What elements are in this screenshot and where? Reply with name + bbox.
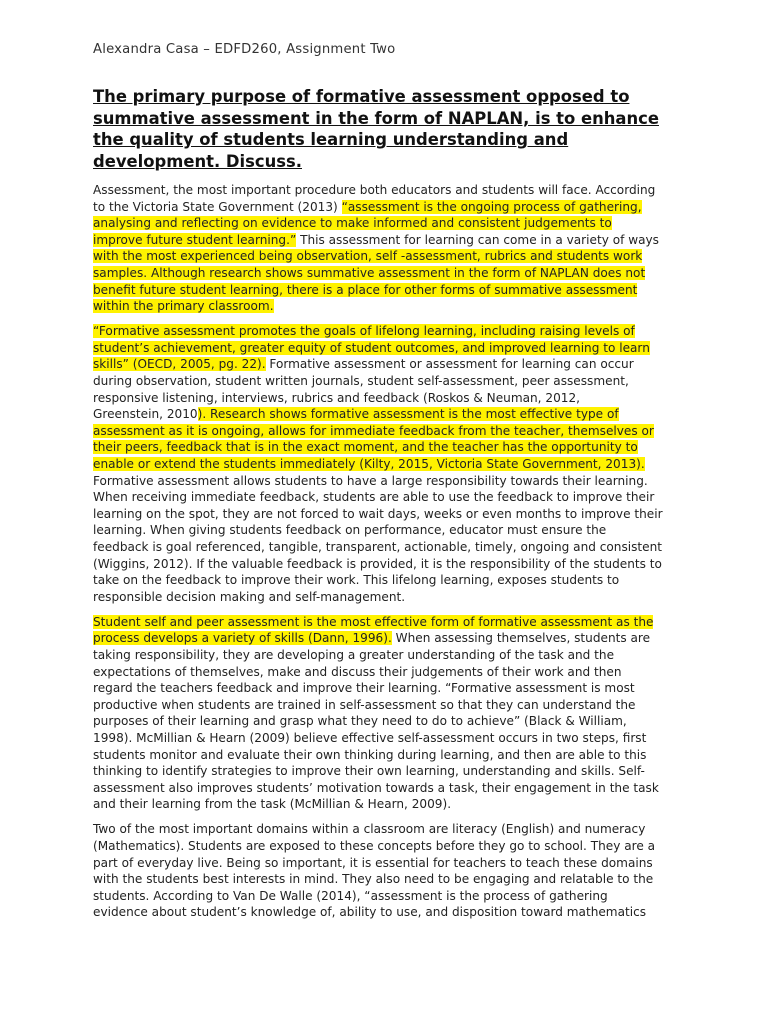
text-line [93,215,693,232]
highlighted-text: process develops a variety of skills (Dann, 1996). [93,631,392,646]
text-line [93,697,693,714]
text-line [93,390,693,407]
paragraph [93,323,693,605]
text-line [93,265,693,282]
highlighted-text: ). Research shows formative assessment is the most effective type of [197,407,619,422]
highlighted-text: assessment as it is ongoing, allows for immediate feedback from the teacher, themselves or [93,423,654,438]
text-line [93,522,693,539]
highlighted-text: “Formative assessment promotes the goals of lifelong learning, including raising levels of [93,324,635,339]
title-line: The primary purpose of formative assessment opposed to [93,87,630,106]
text-run: take on the feedback to improve their work. This lifelong learning, exposes students to [93,573,620,588]
text-run: feedback is goal referenced, tangible, transparent, actionable, timely, ongoing and consistent [93,539,663,554]
text-line [93,821,693,838]
text-line [93,647,693,664]
text-run: Greenstein, 2010 [93,407,198,422]
text-line [93,232,693,249]
text-line [93,248,693,265]
text-run: with the students best interests in mind. They also need to be engaging and relatable to the [93,872,654,887]
text-run: taking responsibility, they are developing a greater understanding of the task and the [93,648,615,663]
text-line [93,199,693,216]
highlighted-text: student’s achievement, greater equity of student outcomes, and improved learning to learn [93,340,650,355]
text-run: and their learning from the task (McMillian & Hearn, 2009). [93,797,452,812]
text-run: evidence about student’s knowledge of, ability to use, and disposition toward mathematics [93,905,647,920]
highlighted-text: their peers, feedback that is in the exact moment, and the teacher has the opportunity to [93,440,638,455]
text-line [93,713,693,730]
text-line [93,904,693,921]
text-run: When receiving immediate feedback, students are able to use the feedback to improve their [93,490,655,505]
text-run: learning. When giving students feedback on performance, educator must ensure the [93,523,607,538]
text-line [93,340,693,357]
text-run: (Mathematics). Students are exposed to these concepts before they go to school. They are a [93,839,656,854]
text-run: to the Victoria State Government (2013) [93,199,342,214]
highlighted-text: with the most experienced being observation, self -assessment, rubrics and students work [93,249,643,264]
text-line [93,298,693,315]
text-run: part of everyday live. Being so important, it is essential for teachers to teach these domains [93,855,653,870]
text-line [93,556,693,573]
text-run: (Wiggins, 2012). If the valuable feedback is provided, it is the responsibility of the students to [93,556,662,571]
text-line [93,373,693,390]
text-run: thinking to identify strategies to improve their own learning, understanding and skills. Self- [93,764,645,779]
text-run: Assessment, the most important procedure both educators and students will face. According [93,183,656,197]
title-line: summative assessment in the form of NAPLAN, is to enhance [93,108,659,128]
text-line [93,664,693,681]
highlighted-text: Student self and peer assessment is the most effective form of formative assessment as the [93,614,654,629]
text-line [93,423,693,440]
text-run: When assessing themselves, students are [391,631,651,646]
text-line [93,282,693,299]
title-line: development. Discuss. [93,151,302,171]
text-line [93,439,693,456]
text-run: responsive listening, interviews, rubrics and feedback (Roskos & Neuman, 2012, [93,390,580,405]
essay-title [93,86,673,172]
text-line [93,572,693,589]
text-line [93,539,693,556]
text-line [93,630,693,647]
text-line [93,730,693,747]
text-run: learning on the spot, they are not forced to wait days, weeks or even months to improve their [93,506,663,521]
text-run: expectations of themselves, make and discuss their judgements of their work and then [93,664,622,679]
highlighted-text: enable or extend the students immediately (Kilty, 2015, Victoria State Government, 2013). [93,457,645,471]
title-line: the quality of students learning understanding and [93,130,569,149]
text-line [93,456,693,473]
text-line [93,763,693,780]
text-line [93,747,693,764]
highlighted-text: skills” (OECD, 2005, pg. 22). [93,357,266,372]
text-line [93,406,693,423]
text-line [93,473,693,490]
text-line [93,323,693,340]
highlighted-text: “assessment is the ongoing process of gathering, [341,199,642,214]
text-line [93,356,693,373]
highlighted-text: improve future student learning.” [93,232,297,247]
highlighted-text: samples. Although research shows summative assessment in the form of NAPLAN does not [93,265,646,280]
text-run: during observation, student written journals, student self-assessment, peer assessment, [93,374,629,389]
highlighted-text: analysing and reflecting on evidence to make informed and consistent judgements to [93,216,612,231]
text-run: 1998). McMillian & Hearn (2009) believe effective self-assessment occurs in two steps, first [93,731,647,745]
paragraph [93,182,693,315]
text-line [93,680,693,697]
text-run: assessment also improves students’ motivation towards a task, their engagement in the task [93,780,659,795]
text-run: This assessment for learning can come in a variety of ways [296,232,659,247]
text-line [93,838,693,855]
text-line [93,888,693,905]
text-line [93,796,693,813]
essay-body [93,182,693,930]
text-run: Formative assessment allows students to have a large responsibility towards their learning. [93,473,648,488]
text-run: Two of the most important domains within a classroom are literacy (English) and numeracy [93,822,646,837]
highlighted-text: within the primary classroom. [93,299,274,314]
paragraph [93,821,693,921]
text-run: purposes of their learning and grasp what they need to do to achieve” (Black & William, [93,714,627,729]
text-run: students. According to Van De Walle (2014), “assessment is the process of gathering [93,888,608,903]
text-run: students monitor and evaluate their own thinking during learning, and then are able to this [93,747,647,762]
document-header: Alexandra Casa – EDFD260, Assignment Two [93,42,396,57]
text-run: Formative assessment or assessment for learning can occur [265,357,634,372]
text-run: responsible decision making and self-management. [93,589,406,604]
text-run: productive when students are trained in self-assessment so that they can understand the [93,697,636,712]
text-line [93,489,693,506]
text-line [93,871,693,888]
text-line [93,855,693,872]
text-line [93,506,693,523]
text-line [93,589,693,606]
text-run: regard the teachers feedback and improve their learning. “Formative assessment is most [93,681,635,696]
text-line [93,182,693,199]
paragraph [93,614,693,813]
text-line [93,614,693,631]
highlighted-text: benefit future student learning, there is a place for other forms of summative assessment [93,282,638,297]
text-line [93,780,693,797]
